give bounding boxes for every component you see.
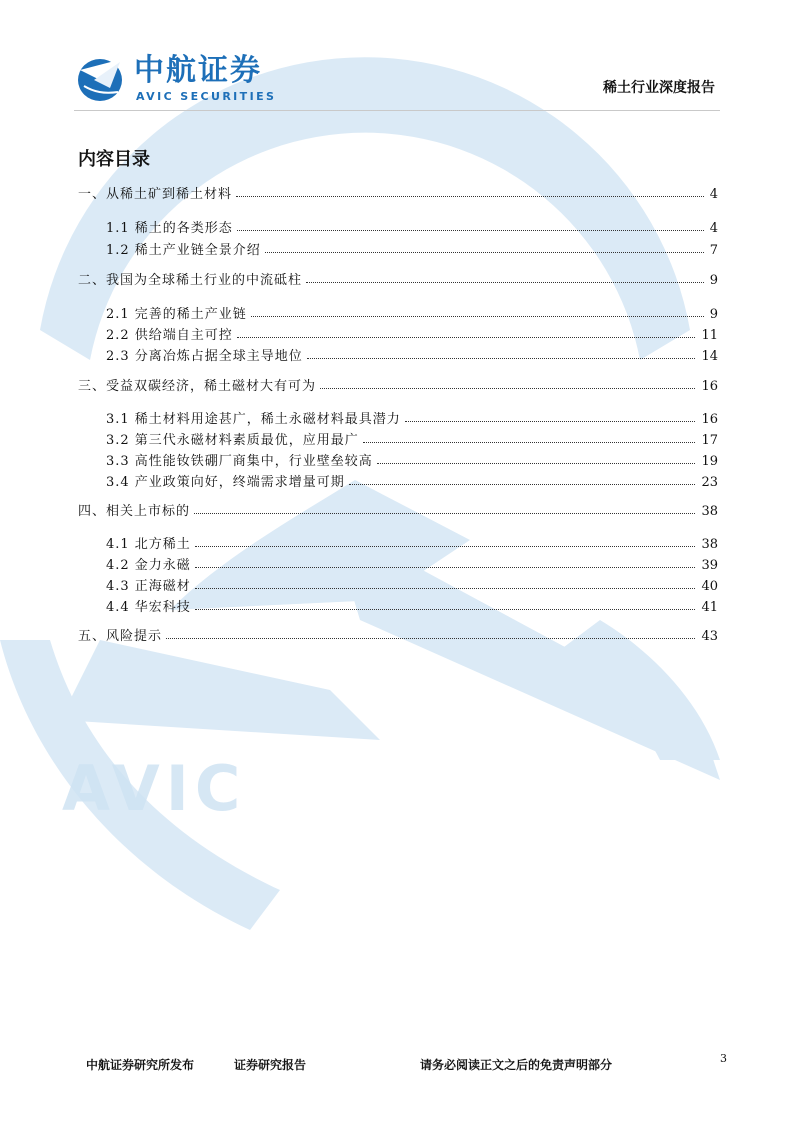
header-divider <box>74 110 720 111</box>
toc-entry-page: 23 <box>701 475 718 490</box>
toc-entry[interactable] <box>106 532 718 552</box>
page-number: 3 <box>720 1052 727 1065</box>
toc-entry-label: 四、相关上市标的 <box>78 504 191 519</box>
toc-entry-page: 39 <box>701 558 718 573</box>
toc-leader-dots <box>306 282 704 283</box>
toc-entry-label: 2.2 供给端自主可控 <box>106 328 233 343</box>
avic-securities-logo <box>74 52 294 108</box>
toc-entry-label: 一、从稀土矿到稀土材料 <box>78 187 233 202</box>
toc-entry-page: 41 <box>701 600 718 615</box>
toc-entry-page: 11 <box>701 328 718 343</box>
toc-entry-label: 4.2 金力永磁 <box>106 558 191 573</box>
toc-leader-dots <box>251 316 704 317</box>
toc-entry[interactable] <box>106 553 718 573</box>
toc-entry[interactable] <box>106 449 718 469</box>
toc-entry-label: 4.4 华宏科技 <box>106 600 191 615</box>
toc-entry-page: 38 <box>701 504 718 519</box>
toc-entry-label: 2.3 分离冶炼占据全球主导地位 <box>106 349 303 364</box>
toc-leader-dots <box>405 421 696 422</box>
logo-chinese-name: 中航证券 <box>134 53 262 88</box>
toc-leader-dots <box>237 337 696 338</box>
toc-entry-label: 3.2 第三代永磁材料素质最优，应用最广 <box>106 433 359 448</box>
toc-entry[interactable] <box>106 302 718 322</box>
toc-entry-page: 4 <box>709 187 718 202</box>
toc-entry-label: 3.4 产业政策向好，终端需求增量可期 <box>106 475 345 490</box>
toc-entry-page: 9 <box>709 307 718 322</box>
toc-leader-dots <box>236 196 704 197</box>
toc-entry[interactable] <box>106 574 718 594</box>
toc-leader-dots <box>195 567 696 568</box>
toc-leader-dots <box>195 546 696 547</box>
toc-entry-label: 4.3 正海磁材 <box>106 579 191 594</box>
toc-entry-page: 7 <box>709 243 718 258</box>
toc-entry[interactable] <box>106 428 718 448</box>
report-type-label: 稀土行业深度报告 <box>603 80 715 96</box>
toc-leader-dots <box>349 484 696 485</box>
toc-leader-dots <box>195 588 696 589</box>
toc-entry-page: 43 <box>701 629 718 644</box>
toc-entry-label: 五、风险提示 <box>78 629 163 644</box>
toc-entry-page: 38 <box>701 537 718 552</box>
toc-entry-page: 19 <box>701 454 718 469</box>
toc-title: 内容目录 <box>78 149 150 170</box>
toc-entry-page: 4 <box>709 221 718 236</box>
toc-leader-dots <box>377 463 696 464</box>
toc-entry[interactable] <box>106 323 718 343</box>
toc-entry-label: 3.3 高性能钕铁硼厂商集中，行业壁垒较高 <box>106 454 373 469</box>
watermark-text: AVIC <box>62 752 247 825</box>
toc-entry-page: 16 <box>701 379 718 394</box>
toc-entry[interactable] <box>106 407 718 427</box>
toc-entry[interactable] <box>106 344 718 364</box>
toc-leader-dots <box>166 638 695 639</box>
footer-doc-type: 证券研究报告 <box>234 1058 307 1072</box>
toc-entry[interactable] <box>78 374 718 394</box>
toc-entry-label: 1.1 稀土的各类形态 <box>106 221 233 236</box>
footer-publisher: 中航证券研究所发布 <box>86 1058 195 1072</box>
footer-disclaimer: 请务必阅读正文之后的免责声明部分 <box>420 1058 613 1072</box>
toc-entry[interactable] <box>78 624 718 644</box>
toc-entry-page: 16 <box>701 412 718 427</box>
toc-entry[interactable] <box>106 595 718 615</box>
toc-entry-page: 17 <box>701 433 718 448</box>
toc-leader-dots <box>195 609 696 610</box>
toc-entry[interactable] <box>106 238 718 258</box>
toc-entry-label: 2.1 完善的稀土产业链 <box>106 307 247 322</box>
toc-entry-page: 40 <box>701 579 718 594</box>
toc-entry-label: 二、我国为全球稀土行业的中流砥柱 <box>78 273 303 288</box>
page-footer <box>0 1050 793 1080</box>
toc-entry[interactable] <box>78 499 718 519</box>
toc-entry[interactable] <box>106 216 718 236</box>
toc-entry-label: 1.2 稀土产业链全景介绍 <box>106 243 261 258</box>
toc-leader-dots <box>363 442 696 443</box>
toc-entry-label: 三、受益双碳经济，稀土磁材大有可为 <box>78 379 317 394</box>
toc-leader-dots <box>265 252 704 253</box>
toc-entry[interactable] <box>78 268 718 288</box>
toc-entry-page: 14 <box>701 349 718 364</box>
page-header <box>0 0 793 112</box>
toc-leader-dots <box>237 230 704 231</box>
logo-english-name: AVIC SECURITIES <box>136 90 277 103</box>
toc-entry-page: 9 <box>709 273 718 288</box>
toc-entry-label: 4.1 北方稀土 <box>106 537 191 552</box>
toc-entry[interactable] <box>78 182 718 202</box>
toc-entry-label: 3.1 稀土材料用途甚广，稀土永磁材料最具潜力 <box>106 412 401 427</box>
toc-leader-dots <box>307 358 696 359</box>
toc-leader-dots <box>194 513 695 514</box>
toc-leader-dots <box>320 388 695 389</box>
avic-plane-icon <box>74 52 130 104</box>
toc-entry[interactable] <box>106 470 718 490</box>
